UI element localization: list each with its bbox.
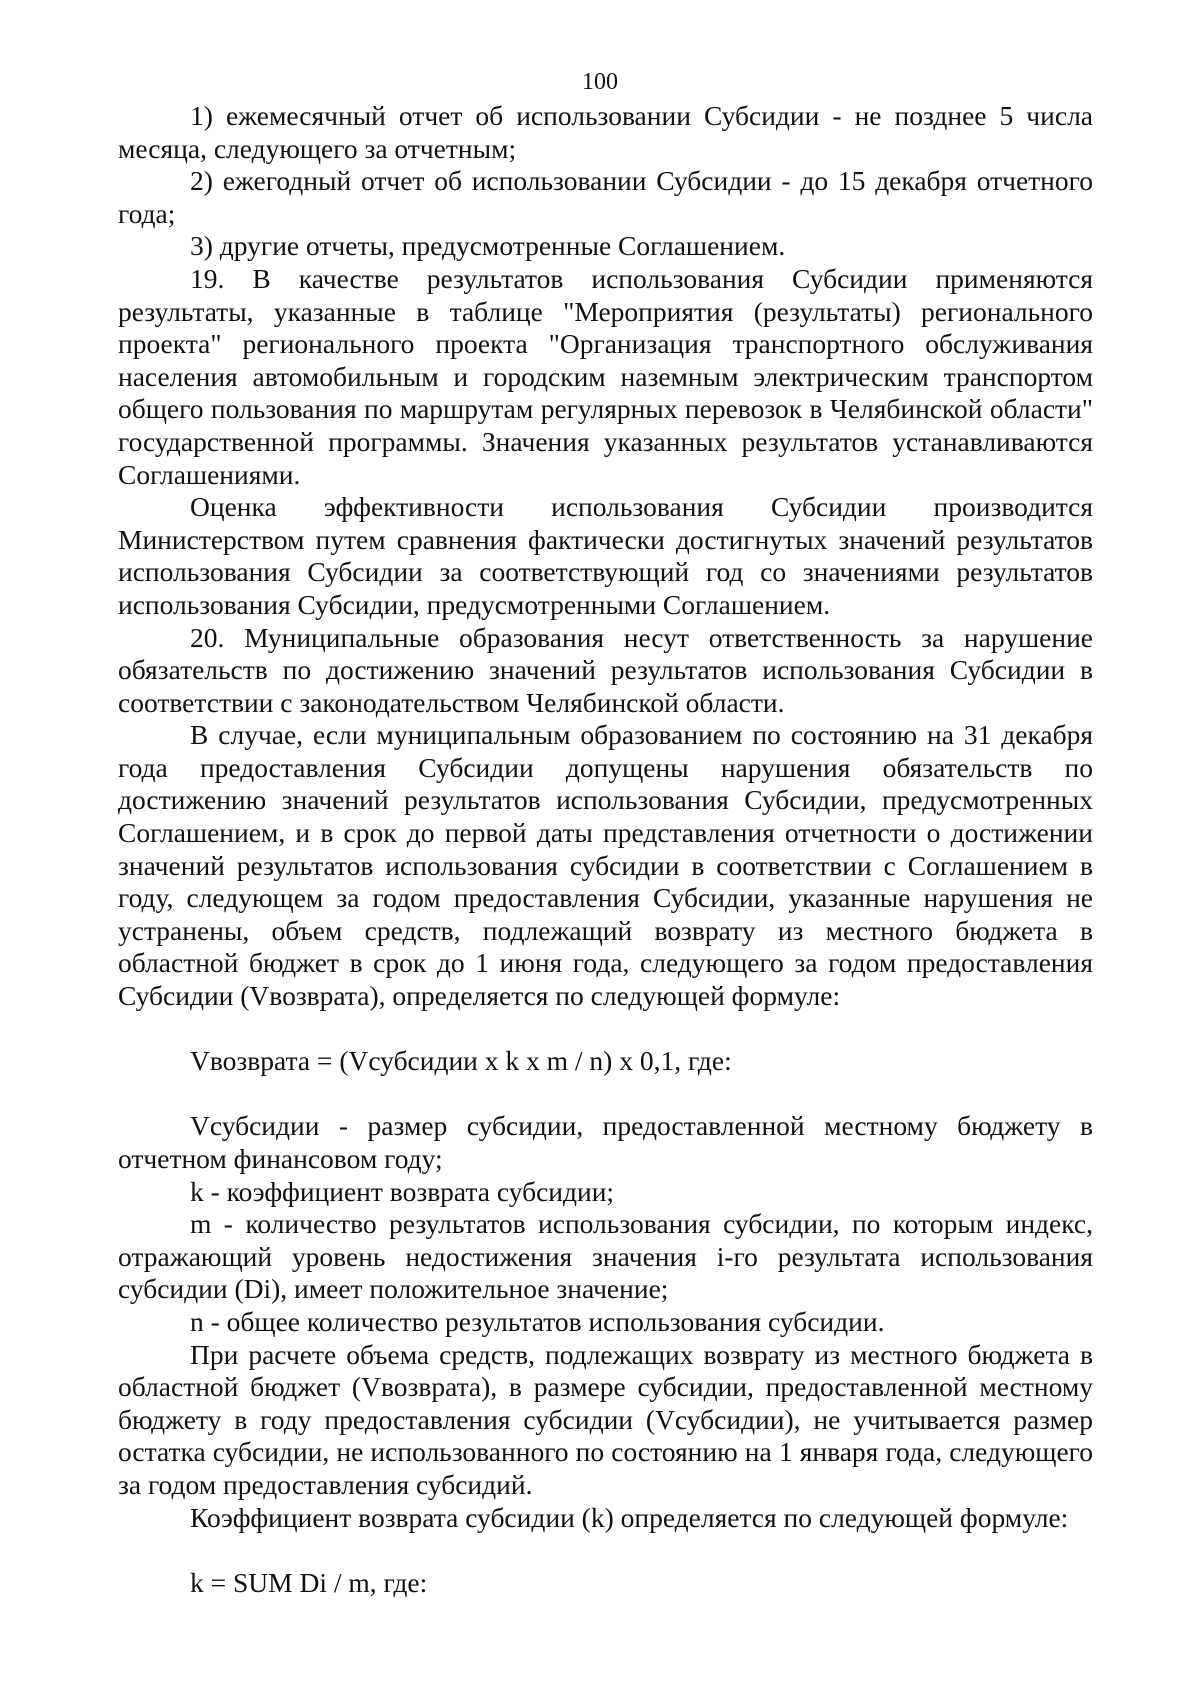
- paragraph-other-reports: 3) другие отчеты, предусмотренные Соглашением.: [190, 230, 786, 262]
- paragraph-m-definition: m - количество результатов использования субсидии, по которым индекс, отражающий уровень недостижения значения i-го результата использования субсидии (Di), имеет положительное значение;: [118, 1208, 1093, 1305]
- paragraph-monthly-report: 1) ежемесячный отчет об использовании Субсидии - не позднее 5 числа месяца, следующего за отчетным;: [118, 100, 1093, 164]
- formula-coefficient: k = SUM Di / m, где:: [190, 1566, 428, 1598]
- paragraph-19-results: 19. В качестве результатов использования Субсидии применяются результаты, указанные в таблице "Мероприятия (результаты) регионального проекта" регионального проекта "Организация транспортного обслуживания населения автомобильным и городским наземным электрическим транспортом общего пользования по маршрутам регулярных перевозок в Челябинской области" государственной программы. Значения указанных результатов устанавливаются Соглашениями.: [118, 262, 1093, 490]
- paragraph-k-definition: k - коэффициент возврата субсидии;: [190, 1175, 615, 1207]
- paragraph-vsubsidy-definition: Vсубсидии - размер субсидии, предоставленной местному бюджету в отчетном финансовом году;: [118, 1110, 1093, 1174]
- paragraph-efficiency-assessment: Оценка эффективности использования Субсидии производится Министерством путем сравнения фактически достигнутых значений результатов использования Субсидии за соответствующий год со значениями результатов использования Субсидии, предусмотренными Соглашением.: [118, 491, 1093, 620]
- document-body: [118, 100, 1093, 1599]
- page-number: 100: [582, 69, 618, 95]
- paragraph-calculation-note: При расчете объема средств, подлежащих возврату из местного бюджета в областной бюджет (Vвозврата), в размере субсидии, предоставленной местному бюджету в году предоставления субсидии (Vсубсидии), не учитывается размер остатка субсидии, не использованного по состоянию на 1 января года, следующего за годом предоставления субсидий.: [118, 1338, 1093, 1500]
- formula-return-volume: Vвозврата = (Vсубсидии x k x m / n) x 0,1, где:: [190, 1045, 732, 1077]
- paragraph-coefficient-intro: Коэффициент возврата субсидии (k) определяется по следующей формуле:: [190, 1501, 1069, 1533]
- paragraph-20-responsibility: 20. Муниципальные образования несут ответственность за нарушение обязательств по достижению значений результатов использования Субсидии в соответствии с законодательством Челябинской области.: [118, 621, 1093, 718]
- paragraph-n-definition: n - общее количество результатов использования субсидии.: [190, 1305, 885, 1337]
- paragraph-violation-case: В случае, если муниципальным образованием по состоянию на 31 декабря года предоставления Субсидии допущены нарушения обязательств по достижению значений результатов использования Субсидии, предусмотренных Соглашением, и в срок до первой даты представления отчетности о достижении значений результатов использования субсидии в соответствии с Соглашением в году, следующем за годом предоставления Субсидии, указанные нарушения не устранены, объем средств, подлежащий возврату из местного бюджета в областной бюджет в срок до 1 июня года, следующего за годом предоставления Субсидии (Vвозврата), определяется по следующей формуле:: [118, 719, 1093, 1012]
- paragraph-annual-report: 2) ежегодный отчет об использовании Субсидии - до 15 декабря отчетного года;: [118, 165, 1093, 229]
